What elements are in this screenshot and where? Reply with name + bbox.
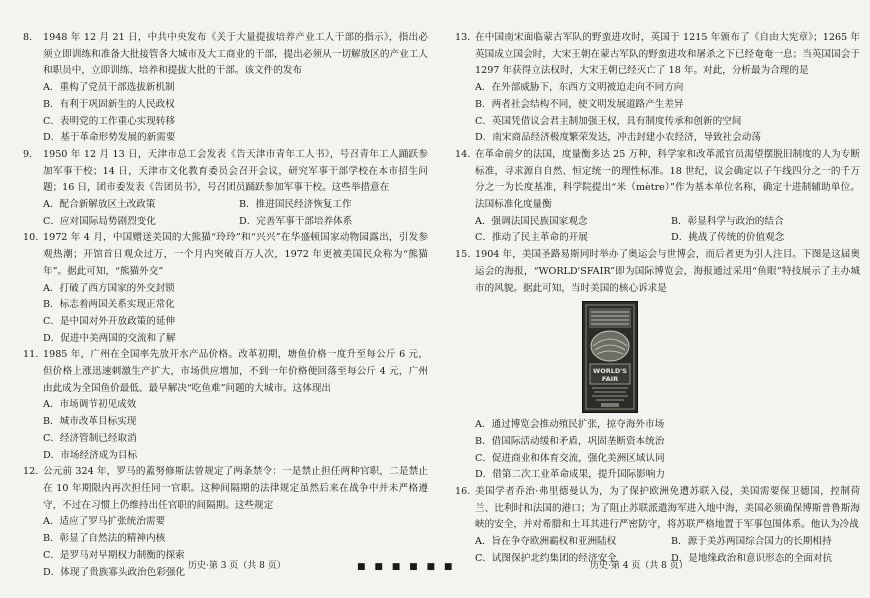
- question-number: 13.: [455, 32, 471, 43]
- question-11: [23, 347, 428, 397]
- option-a: A．配合新解放区土改政策: [43, 199, 156, 211]
- option-b: B．推进国民经济恢复工作: [239, 199, 352, 211]
- question-number: 16.: [455, 486, 471, 498]
- question-13: [455, 30, 860, 80]
- question-9: [23, 147, 428, 197]
- question-15: [455, 247, 860, 297]
- option-c: C．是中国对外开放政策的延伸: [43, 315, 176, 327]
- question-stem: 1972 年 4 月，中国赠送美国的大熊猫“玲玲”和“兴兴”在华盛顿国家动物园露出，引发参观热潮；开馆首日观众过万，一个月内突破百万人次，1972 年更被美国民众称为“熊猫年”。据此可知，“熊猫外交”: [43, 232, 428, 277]
- option-d: D．基于革命形势发展的新需要: [43, 132, 176, 144]
- options-grid: [455, 214, 860, 247]
- option-c: C．英国凭借议会君主制加强王权，具有制度传承和创新的空间: [475, 115, 742, 127]
- option-a: A．在外部威胁下，东西方文明被迫走向不同方向: [475, 82, 684, 94]
- option-b: B．标志着两国关系实现正常化: [43, 299, 175, 311]
- option-c: C．推动了民主革命的开展: [475, 232, 588, 244]
- option-c: C．应对国际局势剧烈变化: [43, 215, 156, 227]
- option-a: A．打破了西方国家的外交封锁: [43, 282, 175, 294]
- worlds-fair-poster-image: [582, 301, 638, 413]
- question-stem: 1950 年 12 月 13 日，天津市总工会发表《告天津市青年工人书》，号召青年工人踊跃参加军事干校；14 日，天津市文化教育委员会召开会议，研究军事干部学校在本市招生问题；16 日，团市委发表《告团员书》，号召团员踊跃参加军事干校。这些举措意在: [43, 148, 428, 194]
- option-c: C．试图保护北约集团的经济安全: [475, 552, 617, 564]
- question-number: 8.: [23, 32, 33, 43]
- option-d: D．体现了贵族寡头政治色彩强化: [43, 566, 186, 578]
- option-c: C．表明党的工作重心实现转移: [43, 115, 176, 127]
- question-number: 15.: [455, 249, 471, 261]
- option-d: D．借第二次工业革命成果，提升国际影响力: [475, 469, 665, 481]
- page-footer-right: 历史·第 4 页（共 8 页）: [590, 561, 688, 571]
- option-d: D．促进中美两国的交流和了解: [43, 332, 176, 344]
- question-number: 12.: [23, 466, 39, 478]
- option-b: B．有利于巩固新生的人民政权: [43, 98, 175, 110]
- question-stem: 美国学者乔治·弗里德曼认为，为了保护欧洲免遭苏联入侵，美国需要保卫德国，控制荷兰、比利时和法国的港口；为了阻止苏联派遣海军进入地中海，美国必须确保博斯普鲁斯海峡的安全，并对希腊和土耳其进行严密防守，将苏联严格地置于军事包围体系。他认为冷战: [475, 486, 860, 531]
- option-b: B．城市改革目标实现: [43, 416, 137, 428]
- option-d: D．是地缘政治和意识形态的全面对抗: [671, 552, 833, 564]
- question-number: 9.: [23, 148, 33, 160]
- question-stem: 在中国南宋面临蒙古军队的野蛮进攻时，英国于 1215 年颁布了《自由大宪章》；1265 年英国成立国会时，大宋王朝在蒙古军队的野蛮进攻和屠杀之下已经奄奄一息；当英国国会于 1297 年获得立法权时，大宋王朝已经灭亡了 18 年。对此，分析最为合理的是: [475, 32, 860, 77]
- question-stem: 1985 年，广州在全国率先放开水产品价格。改革初期，塘鱼价格一度升至每公斤 6 元，但价格上涨迅速刺激生产扩大，市场供应增加，不到一年价格便回落至每公斤 4 元，广州由此成为全国鱼价最低、最早解决“吃鱼难”问题的大城市。这体现出: [43, 349, 428, 394]
- question-number: 14.: [455, 148, 471, 160]
- option-d: D．完善军事干部培养体系: [239, 215, 353, 227]
- option-d: D．挑战了传统的价值观念: [671, 232, 785, 244]
- option-b: B．彰显了自然法的精神内核: [43, 533, 166, 545]
- option-d: D．市场经济成为目标: [43, 449, 138, 461]
- page-footer-left: 历史·第 3 页（共 8 页）: [188, 561, 286, 571]
- question-stem: 在革命前夕的法国，度量衡多达 25 万种，科学家和改革派官员渴望摆脱旧制度的人为专断标准，寻求源自自然、恒定统一的理性标准。18 世纪，议会确定以子午线四分之一的千万分之一为长度基准，科学院提出“米（mètre）”作为基本单位名称，确定十进制辅助单位。法国标准化度量衡: [475, 148, 860, 211]
- page-footer-marks: ■ ■ ■ ■ ■ ■: [357, 562, 456, 572]
- left-column: [23, 30, 428, 581]
- option-b: B．两者社会结构不同，使文明发展道路产生差异: [475, 98, 684, 110]
- question-stem: 公元前 324 年，罗马的蓋努修斯法曾规定了两条禁令：一是禁止担任两种官职，二是禁止在 10 年期限内再次担任同一官职。这种间隔期的法律规定虽然后来在战争中并未严格遵守，不过在习惯上仍维持出任官职的间隔期。这些规定: [43, 466, 428, 511]
- option-b: B．借国际活动缓和矛盾，巩固垄断资本统治: [475, 435, 665, 447]
- right-column: [455, 30, 860, 568]
- option-a: A．重构了党员干部选拔新机制: [43, 82, 175, 94]
- question-10: [23, 230, 428, 280]
- question-number: 10.: [23, 232, 39, 244]
- options-grid: [23, 197, 428, 230]
- option-d: D．南宋商品经济极度繁荣发达，冲击封建小农经济，导致社会动荡: [475, 132, 761, 144]
- option-b: B．彰显科学与政治的结合: [671, 215, 784, 227]
- question-8: [23, 30, 428, 80]
- question-stem: 1904 年，美国圣路易斯同时举办了奥运会与世博会，而后者更为引人注目。下图是这届奥运会的海报，“WORLD'SFAIR”即为国际博览会，海报通过采用“鱼眼”特技展示了主办城市的风貌。据此可知，当时美国的核心诉求是: [475, 249, 860, 294]
- question-16: [455, 484, 860, 534]
- option-a: A．适应了罗马扩张统治需要: [43, 516, 166, 528]
- option-b: B．源于美苏两国综合国力的长期相持: [671, 536, 832, 548]
- option-a: A．市场调节初见成效: [43, 399, 137, 411]
- poster-title-line-1: WORLD'S: [593, 367, 627, 376]
- question-number: 11.: [23, 349, 39, 361]
- poster-title-line-2: FAIR: [601, 375, 619, 384]
- question-12: [23, 464, 428, 514]
- option-c: C．促进商业和体育交流，强化美洲区域认同: [475, 452, 665, 464]
- option-a: A．强调法国民族国家观念: [475, 215, 588, 227]
- poster-illustration: [583, 302, 637, 412]
- option-c: C．经济管制已经取消: [43, 432, 137, 444]
- question-14: [455, 147, 860, 214]
- option-a: A．旨在争夺欧洲霸权和亚洲陆权: [475, 536, 617, 548]
- option-a: A．通过博览会推动殖民扩张，掠夺海外市场: [475, 419, 665, 431]
- option-c: C．是罗马对早期权力制衡的探索: [43, 549, 185, 561]
- question-stem: 1948 年 12 月 21 日，中共中央发布《关于大量提拔培养产业工人干部的指示》，指出必须立即训练和准备大批接管各大城市及大工商业的干部，提出必须从一切解放区的产业工人和职员中，立即训练、培养和提拔大批的干部。该文件的发布: [43, 32, 428, 77]
